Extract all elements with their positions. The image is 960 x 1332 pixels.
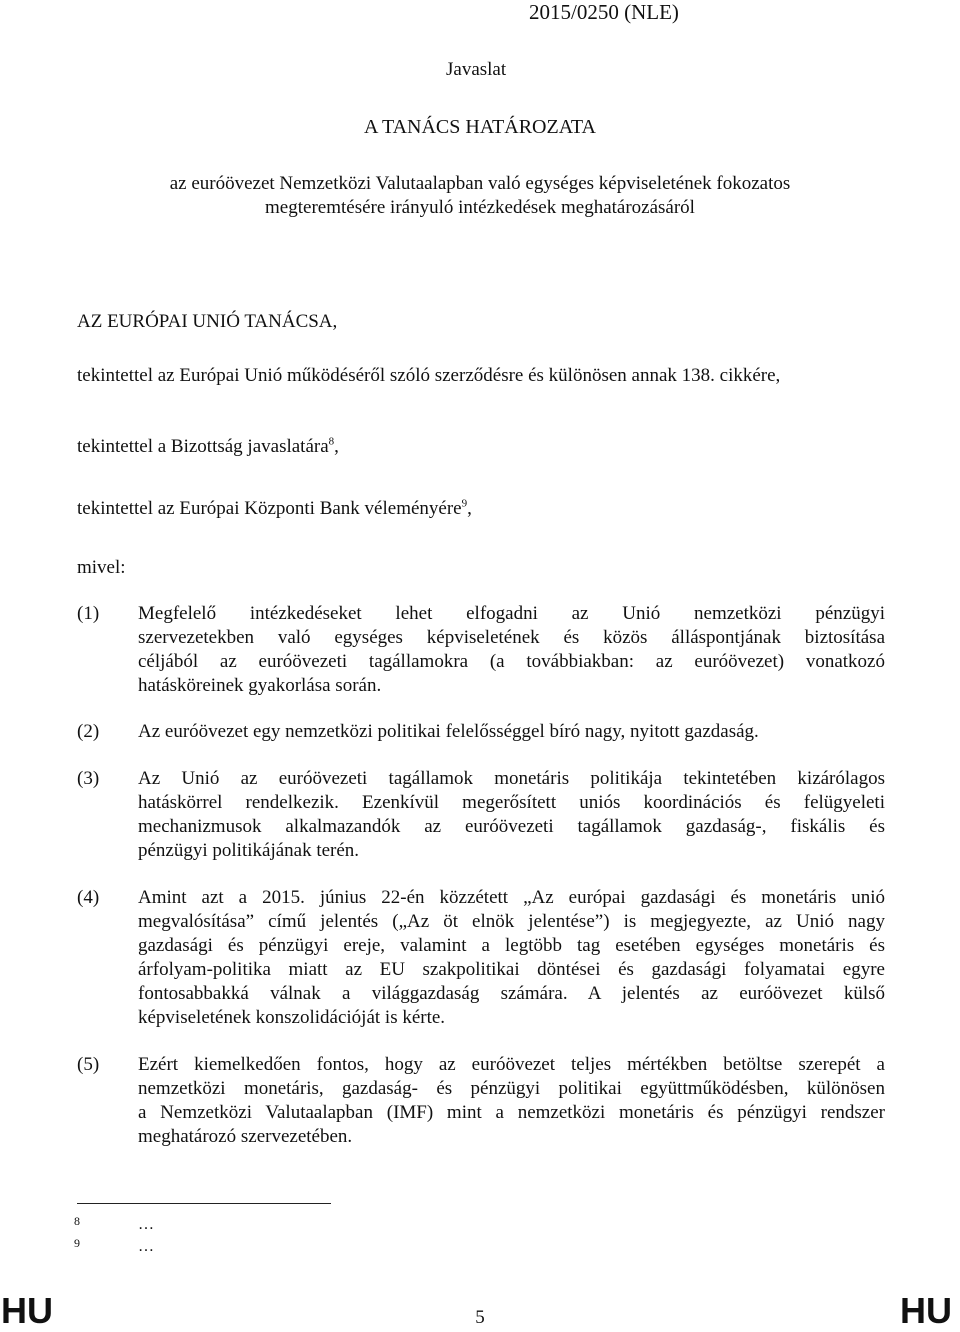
page-number: 5 xyxy=(475,1307,485,1328)
recital-line: Az euróövezet egy nemzetközi politikai felelősséggel bíró nagy, nyitott gazdaság. xyxy=(138,721,759,742)
citation-treaty: tekintettel az Európai Unió működéséről szóló szerződésre és különösen annak 138. cikkére, xyxy=(77,365,781,386)
recital-number: (3) xyxy=(77,768,100,789)
footnote-text: … xyxy=(138,1238,154,1255)
footnote-mark: 8 xyxy=(74,1214,80,1228)
recital-line: hatásköreinek gyakorlása során. xyxy=(138,675,382,696)
citation-ecb-text: tekintettel az Európai Központi Bank véleményére xyxy=(77,498,462,519)
recital-line: képviseletének konszolidációját is kérte. xyxy=(138,1007,446,1028)
recital-line: a Nemzetközi Valutaalapban (IMF) mint a nemzetközi monetáris és pénzügyi rendszer xyxy=(138,1102,885,1123)
recital-line: mechanizmusok alkalmazandók az euróövezeti tagállamok gazdaság-, fiskális és xyxy=(138,816,885,837)
document-reference: 2015/0250 (NLE) xyxy=(529,0,679,24)
footnote-text: … xyxy=(138,1216,154,1233)
citation-ecb xyxy=(77,497,472,521)
recital-line: nemzetközi monetáris, gazdaság- és pénzügyi politikai együttműködésben, különösen xyxy=(138,1078,885,1099)
recital-line: Megfelelő intézkedéseket lehet elfogadni az Unió nemzetközi pénzügyi xyxy=(138,603,885,624)
footnote-ref-9[interactable]: 9 xyxy=(461,497,468,510)
recital-line: meghatározó szervezetében. xyxy=(138,1126,353,1147)
whereas-label: mivel: xyxy=(77,557,126,578)
footnote-separator xyxy=(77,1203,331,1204)
recital-number: (5) xyxy=(77,1054,100,1075)
recital-line: Az Unió az euróövezeti tagállamok monetáris politikája tekintetében kizárólagos xyxy=(138,768,885,789)
footnote-ref-8[interactable]: 8 xyxy=(328,435,335,448)
recital-number: (4) xyxy=(77,887,100,908)
footer-language-right: HU xyxy=(900,1290,952,1331)
recital-line: Amint azt a 2015. június 22-én közzétett „Az európai gazdasági és monetáris unió xyxy=(138,887,885,908)
citation-ecb-end: , xyxy=(467,498,472,519)
document-kind: Javaslat xyxy=(446,59,507,80)
recital-line: Ezért kiemelkedően fontos, hogy az euróövezet teljes mértékben betöltse szerepét a xyxy=(138,1054,885,1075)
footnote-mark: 9 xyxy=(74,1236,80,1250)
recital-line: árfolyam-politika miatt az EU szakpolitikai döntései és gazdasági folyamatai egyre xyxy=(138,959,885,980)
citation-commission-end: , xyxy=(334,436,339,457)
recital-line: fontosabbakká válnak a világgazdaság számára. A jelentés az euróövezet külső xyxy=(138,983,885,1004)
citation-commission-text: tekintettel a Bizottság javaslatára xyxy=(77,436,329,457)
act-subject-line-2: megteremtésére irányuló intézkedések meghatározásáról xyxy=(265,197,695,218)
act-title: A TANÁCS HATÁROZATA xyxy=(363,116,596,138)
footer-language-left: HU xyxy=(1,1290,53,1331)
institution-heading: AZ EURÓPAI UNIÓ TANÁCSA, xyxy=(77,311,338,332)
recital-line: gazdasági és pénzügyi ereje, valamint a legtöbb tag esetében egységes monetáris és xyxy=(138,935,885,956)
recital-line: megvalósítása” című jelentés („Az öt elnök jelentése”) is megjegyezte, az Unió nagy xyxy=(138,911,885,932)
recital-number: (2) xyxy=(77,721,100,742)
recital-line: céljából az euróövezeti tagállamokra (a továbbiakban: az euróövezet) vonatkozó xyxy=(138,651,885,672)
act-subject-line-1: az euróövezet Nemzetközi Valutaalapban való egységes képviseletének fokozatos xyxy=(169,173,791,194)
citation-commission xyxy=(77,435,339,459)
recital-line: hatáskörrel rendelkezik. Ezenkívül megerősített uniós koordinációs és felügyeleti xyxy=(138,792,885,813)
recital-line: pénzügyi politikájának terén. xyxy=(138,840,360,861)
recital-number: (1) xyxy=(77,603,100,624)
recital-line: szervezetekben való egységes képviseletének és közös álláspontjának biztosítása xyxy=(138,627,885,648)
